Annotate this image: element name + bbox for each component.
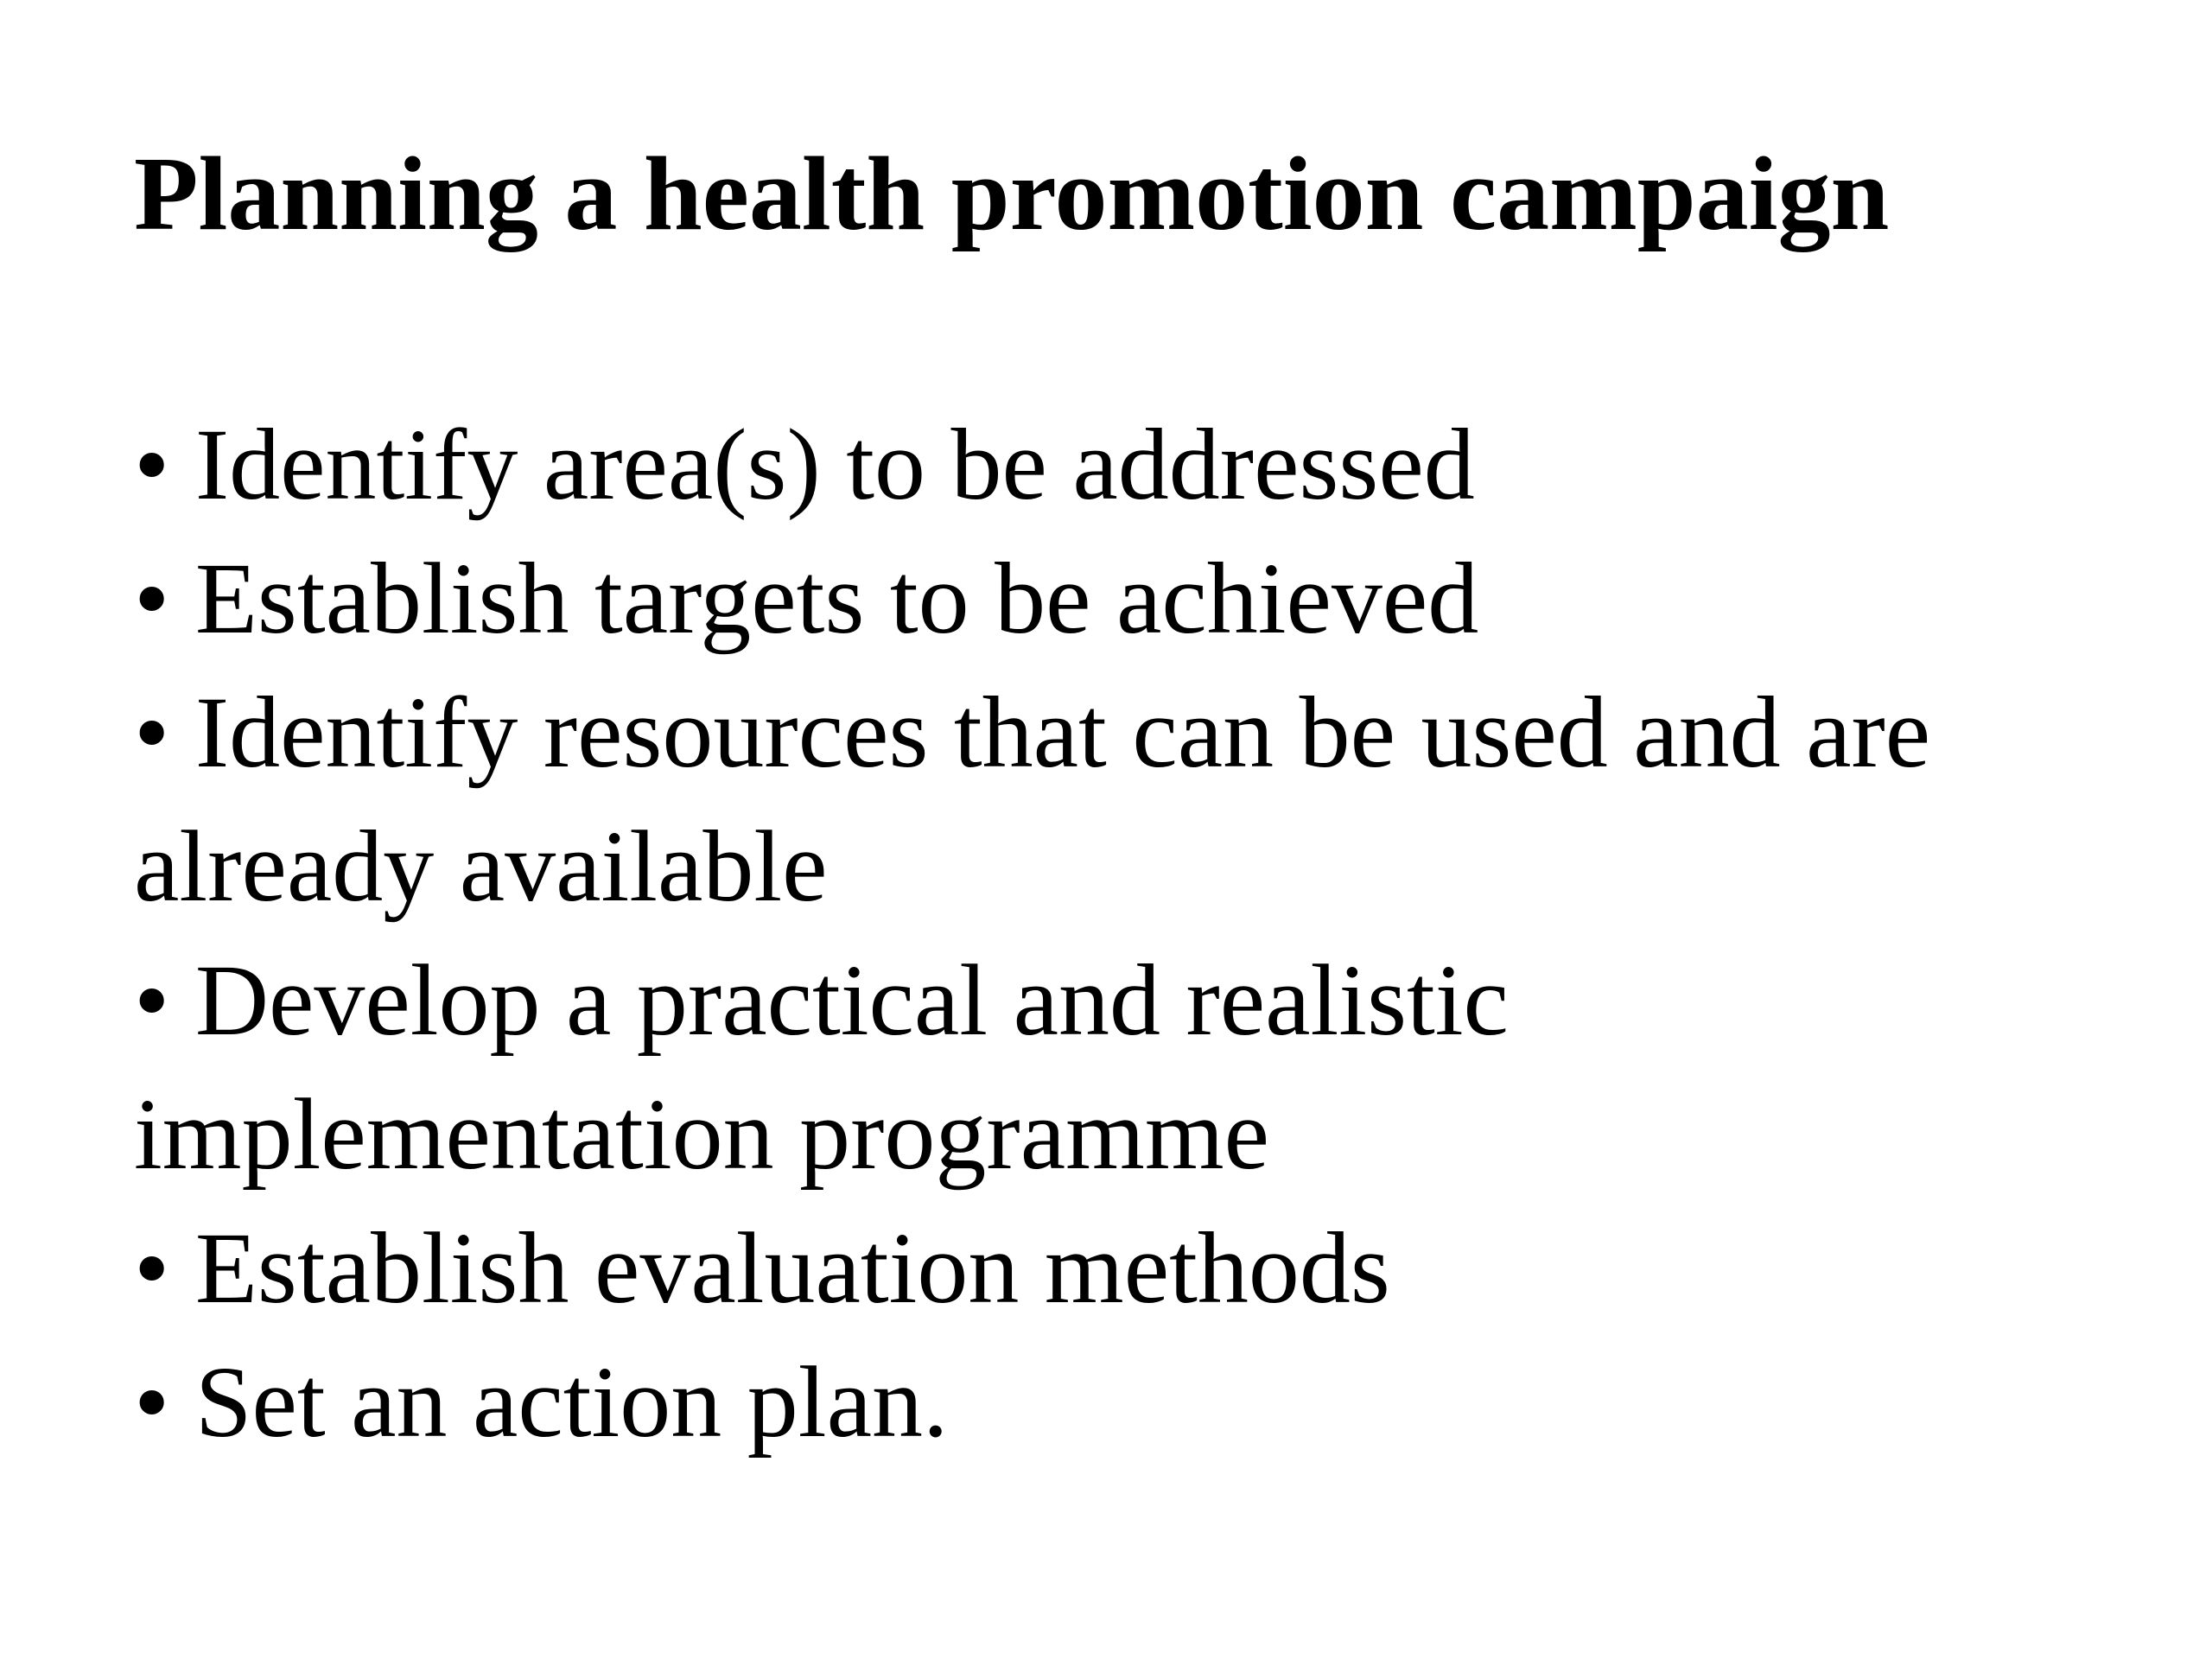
list-item-text: Identify resources that can be used and are xyxy=(194,676,1931,789)
list-item-continuation xyxy=(134,1067,2173,1201)
bullet-icon: • xyxy=(134,408,170,521)
list-item xyxy=(134,397,2173,531)
bullet-icon: • xyxy=(134,676,170,789)
bullet-icon: • xyxy=(134,1345,170,1459)
list-item-text: Identify area(s) to be addressed xyxy=(194,408,1475,521)
list-item xyxy=(134,933,2173,1067)
list-item xyxy=(134,1335,2173,1469)
list-item xyxy=(134,665,2173,799)
bullet-icon: • xyxy=(134,944,170,1057)
list-item-text: already available xyxy=(134,810,828,923)
list-item-text: Set an action plan. xyxy=(194,1345,949,1459)
bullet-list xyxy=(134,397,2173,1469)
slide-title: Planning a health promotion campaign xyxy=(134,136,1890,252)
list-item-text: Establish evaluation methods xyxy=(194,1211,1390,1325)
list-item-text: Develop a practical and realistic xyxy=(194,944,1509,1057)
bullet-icon: • xyxy=(134,1211,170,1325)
list-item-continuation xyxy=(134,799,2173,933)
list-item-text: Establish targets to be achieved xyxy=(194,542,1479,655)
list-item xyxy=(134,531,2173,665)
list-item xyxy=(134,1201,2173,1335)
bullet-icon: • xyxy=(134,542,170,655)
list-item-text: implementation programme xyxy=(134,1077,1270,1191)
